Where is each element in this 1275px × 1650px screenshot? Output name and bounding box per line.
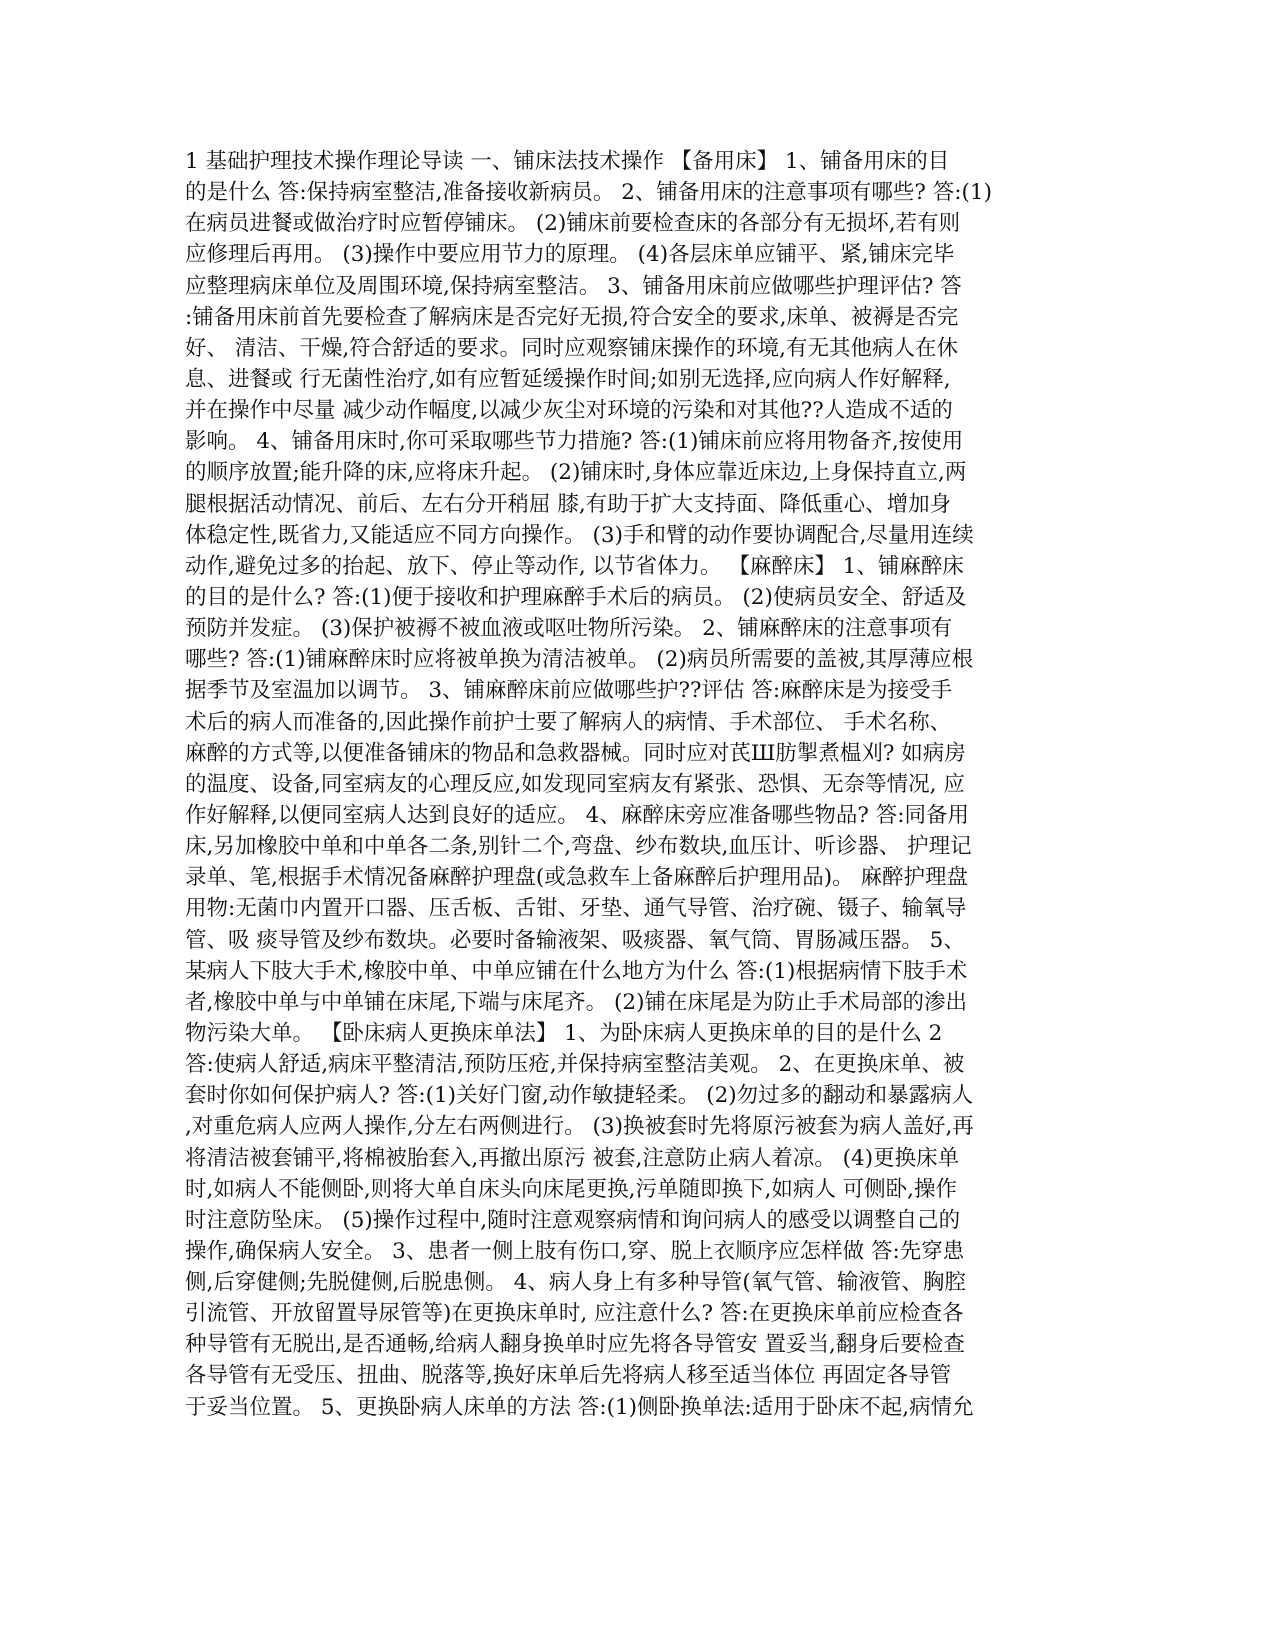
text-line: 1 基础护理技术操作理论导读 一、铺床法技术操作 【备用床】 1、铺备用床的目	[185, 149, 950, 174]
text-line: 息、进餐或 行无菌性治疗,如有应暂延缓操作时间;如别无选择,应向病人作好解释,	[185, 366, 951, 392]
text-line: 答:使病人舒适,病床平整清洁,预防压疮,并保持病室整洁美观。 2、在更换床单、被	[185, 1052, 965, 1078]
text-line: 术后的病人而准备的,因此操作前护士要了解病人的病情、手术部位、 手术名称、	[185, 709, 952, 735]
text-line: 的顺序放置;能升降的床,应将床升起。 (2)铺床时,身体应靠近床边,上身保持直立,两	[185, 460, 967, 486]
text-line: 床,另加橡胶中单和中单各二条,别针二个,弯盘、纱布数块,血压计、听诊器、 护理记	[185, 834, 972, 860]
text-line: 应整理病床单位及周围环境,保持病室整洁。 3、铺备用床前应做哪些护理评估? 答	[185, 273, 962, 299]
text-line: 操作,确保病人安全。 3、患者一侧上肢有伤口,穿、脱上衣顺序应怎样做 答:先穿患	[185, 1238, 965, 1264]
text-line: 在病员进餐或做治疗时应暂停铺床。 (2)铺床前要检查床的各部分有无损坏,若有则	[185, 211, 961, 237]
text-line: 腿根据活动情况、前后、左右分开稍屈 膝,有助于扩大支持面、降低重心、增加身	[185, 491, 952, 517]
text-line: 侧,后穿健侧;先脱健侧,后脱患侧。 4、病人身上有多种导管(氧气管、输液管、胸腔	[185, 1270, 966, 1296]
text-line: 体稳定性,既省力,又能适应不同方向操作。 (3)手和臂的动作要协调配合,尽量用连续	[185, 522, 974, 548]
text-line: :铺备用床前首先要检查了解病床是否完好无损,符合安全的要求,床单、被褥是否完	[185, 304, 959, 330]
text-line: 哪些? 答:(1)铺麻醉床时应将被单换为清洁被单。 (2)病员所需要的盖被,其厚薄应根	[185, 647, 974, 673]
text-line: 据季节及室温加以调节。 3、铺麻醉床前应做哪些护??评估 答:麻醉床是为接受手	[185, 678, 953, 704]
text-line: 种导管有无脱出,是否通畅,给病人翻身换单时应先将各导管安 置妥当,翻身后要检查	[185, 1332, 965, 1358]
text-line: 管、吸 痰导管及纱布数块。必要时备输液架、吸痰器、氧气筒、胃肠减压器。 5、	[185, 927, 965, 953]
text-line: 的温度、设备,同室病友的心理反应,如发现同室病友有紧张、恐惧、无奈等情况, 应	[185, 771, 965, 797]
text-line: 各导管有无受压、扭曲、脱落等,换好床单后先将病人移至适当体位 再固定各导管	[185, 1363, 952, 1389]
text-line: 将清洁被套铺平,将棉被胎套入,再撤出原污 被套,注意防止病人着凉。 (4)更换床单	[185, 1145, 960, 1171]
text-line: 影响。 4、铺备用床时,你可采取哪些节力措施? 答:(1)铺床前应将用物备齐,按使用	[185, 429, 964, 455]
text-line: 用物:无菌巾内置开口器、压舌板、舌钳、牙垫、通气导管、治疗碗、镊子、输氧导	[185, 896, 967, 922]
text-line: 预防并发症。 (3)保护被褥不被血液或呕吐物所污染。 2、铺麻醉床的注意事项有	[185, 616, 953, 642]
text-line: 套时你如何保护病人? 答:(1)关好门窗,动作敏捷轻柔。 (2)勿过多的翻动和暴露病人	[185, 1083, 974, 1109]
text-line: 引流管、开放留置导尿管等)在更换床单时, 应注意什么? 答:在更换床单前应检查各	[185, 1301, 964, 1327]
text-line: 某病人下肢大手术,橡胶中单、中单应铺在什么地方为什么 答:(1)根据病情下肢手术	[185, 958, 968, 984]
text-line: 麻醉的方式等,以便准备铺床的物品和急救器械。同时应对芪Ш肪掣煮榅刈? 如病房	[185, 740, 966, 766]
text-line: 物污染大单。 【卧床病人更换床单法】 1、为卧床病人更换床单的目的是什么 2	[185, 1020, 943, 1046]
text-line: 者,橡胶中单与中单铺在床尾,下端与床尾齐。 (2)铺在床尾是为防止手术局部的渗出	[185, 989, 967, 1015]
text-line: 动作,避免过多的抬起、放下、停止等动作, 以节省体力。 【麻醉床】 1、铺麻醉床	[185, 553, 964, 579]
text-line: 时注意防坠床。 (5)操作过程中,随时注意观察病情和询问病人的感受以调整自己的	[185, 1207, 961, 1233]
text-line: 好、 清洁、干燥,符合舒适的要求。同时应观察铺床操作的环境,有无其他病人在休	[185, 335, 959, 361]
text-line: 于妥当位置。 5、更换卧病人床单的方法 答:(1)侧卧换单法:适用于卧床不起,病情允	[185, 1394, 974, 1420]
text-line: 时,如病人不能侧卧,则将大单自床头向床尾更换,污单随即换下,如病人 可侧卧,操作	[185, 1176, 958, 1202]
document-body-text	[185, 146, 1100, 1423]
text-line: 的是什么 答:保持病室整洁,准备接收新病员。 2、铺备用床的注意事项有哪些? 答:(1)	[185, 180, 992, 206]
text-line: 并在操作中尽量 减少动作幅度,以减少灰尘对环境的污染和对其他??人造成不适的	[185, 398, 953, 424]
text-line: 录单、笔,根据手术情况备麻醉护理盘(或急救车上备麻醉后护理用品)。 麻醉护理盘	[185, 865, 968, 891]
text-line: 的目的是什么? 答:(1)便于接收和护理麻醉手术后的病员。 (2)使病员安全、舒适及	[185, 584, 967, 610]
text-line: ,对重危病人应两人操作,分左右两侧进行。 (3)换被套时先将原污被套为病人盖好,再	[185, 1114, 974, 1140]
text-line: 应修理后再用。 (3)操作中要应用节力的原理。 (4)各层床单应铺平、紧,铺床完毕	[185, 242, 955, 268]
text-line: 作好解释,以便同室病人达到良好的适应。 4、麻醉床旁应准备哪些物品? 答:同备用	[185, 802, 969, 828]
